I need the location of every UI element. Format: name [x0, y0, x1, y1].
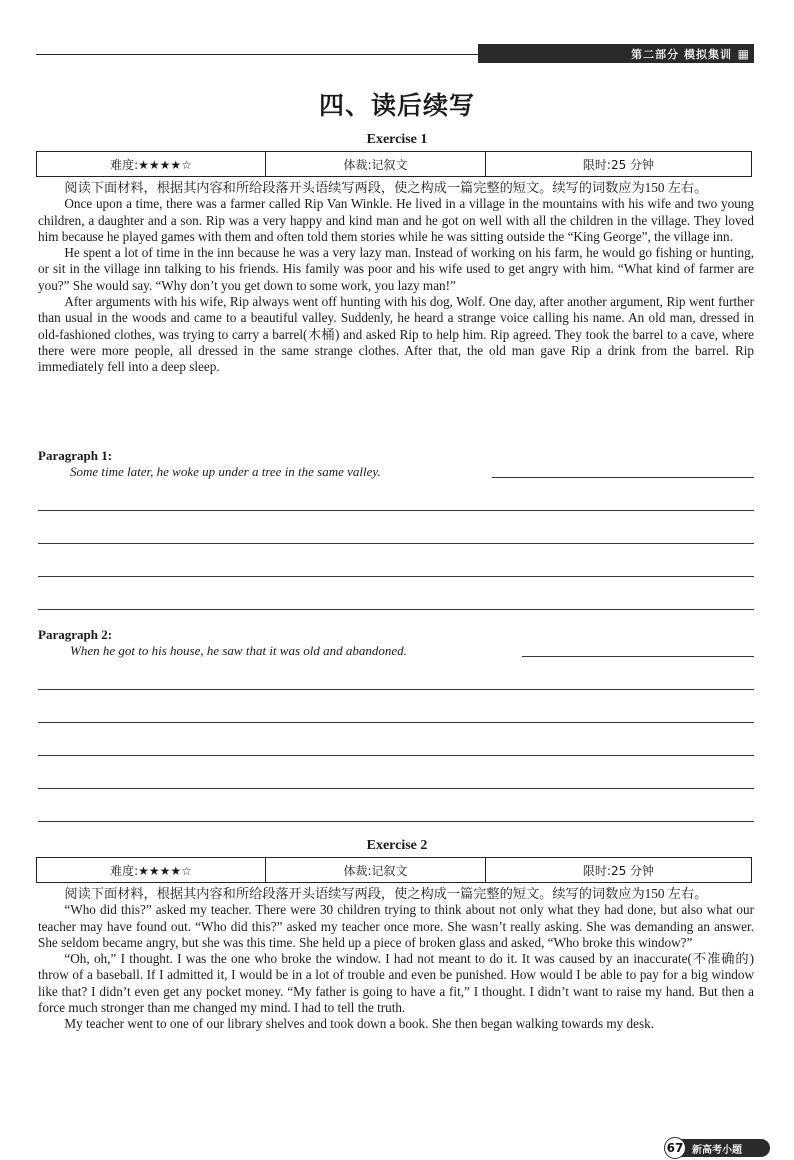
header-rule: [36, 54, 486, 55]
exercise-2-title: Exercise 2: [366, 838, 428, 853]
writing-line: [492, 477, 754, 478]
passage-paragraph: “Oh, oh,” I thought. I was the one who broke the window. I had not meant to do it. It was caused by an inaccurate(不准确的) throw of a baseball. If I admitted it, I would be in a lot of trouble and even be punished. How would I be able to pay for a big window like that? I didn’t even get any pocket money. “My father is going to have a fit,” I thought. I didn’t want to raise my hand. But then a force much stronger than me changed my mind. I had to tell the truth.: [38, 951, 754, 1016]
paragraph-2-opening: When he got to his house, he saw that it was old and abandoned.: [70, 643, 407, 658]
writing-line: [38, 821, 754, 822]
exercise-2-passage: [38, 886, 754, 1033]
writing-line: [38, 576, 754, 577]
passage-paragraph: My teacher went to one of our library shelves and took down a book. She then began walking towards my desk.: [64, 1016, 655, 1032]
exercise-2-info-table: [36, 857, 752, 883]
difficulty-cell: 难度:★★★★☆: [37, 152, 266, 176]
passage-paragraph: Once upon a time, there was a farmer called Rip Van Winkle. He lived in a village in the mountains with his wife and two young children, a daughter and a son. Rip was a very happy and kind man and he got on well with all the children in the village. They loved him because he played games with them and often told them stories while he was sitting outside the “King George”, the village inn.: [38, 196, 754, 244]
passage-paragraph: After arguments with his wife, Rip always went off hunting with his dog, Wolf. One day, after another argument, Rip went further than usual in the woods and came to a beautiful valley. Suddenly, he heard a strange voice calling his name. An old man, dressed in old-fashioned clothes, was trying to carry a barrel(木桶) and asked Rip to help him. Rip agreed. They took the barrel to a cave, where there were more people, all dressed in the same strange clothes. After that, the old man gave Rip a drink from the barrel. Rip immediately fell into a deep sleep.: [38, 294, 754, 375]
section-title: 四、读后续写: [318, 91, 475, 120]
passage-paragraph: He spent a lot of time in the inn because he was a very lazy man. Instead of working on his farm, he would go fishing or hunting, or sit in the village inn talking to his friends. His family was poor and his wife used to get angry with him. “What kind of farmer are you?” She would say. “Why don’t you get down to some work, you lazy man!”: [38, 245, 754, 293]
page-number: 67: [664, 1137, 686, 1159]
paragraph-1-label: Paragraph 1:: [38, 448, 113, 463]
header-part-tag: [478, 44, 754, 63]
time-limit-cell: 限时:25 分钟: [582, 863, 655, 878]
genre-cell: 体裁:记叙文: [266, 858, 486, 882]
grid-icon: ▦: [737, 47, 750, 61]
writing-line: [38, 543, 754, 544]
difficulty-cell: 难度:★★★★☆: [37, 858, 266, 882]
page-number-badge: [666, 1139, 770, 1157]
instruction-text: 阅读下面材料，根据其内容和所给段落开头语续写两段，使之构成一篇完整的短文。续写的词数应为150 左右。: [64, 886, 708, 901]
writing-line: [38, 788, 754, 789]
writing-line: [522, 656, 754, 657]
writing-line: [38, 609, 754, 610]
writing-line: [38, 510, 754, 511]
paragraph-1-opening: Some time later, he woke up under a tree in the same valley.: [70, 464, 381, 479]
exercise-1-info-table: [36, 151, 752, 177]
writing-line: [38, 722, 754, 723]
writing-line: [38, 755, 754, 756]
time-limit-cell: 限时:25 分钟: [582, 157, 655, 172]
instruction-text: 阅读下面材料，根据其内容和所给段落开头语续写两段，使之构成一篇完整的短文。续写的词数应为150 左右。: [64, 180, 708, 195]
exercise-1-title: Exercise 1: [366, 132, 428, 147]
exercise-1-passage: [38, 180, 754, 376]
paragraph-2-label: Paragraph 2:: [38, 627, 113, 642]
book-series-label: 新高考小题: [692, 1144, 742, 1156]
writing-line: [38, 689, 754, 690]
passage-paragraph: “Who did this?” asked my teacher. There were 30 children trying to think about not only what they had done, but also what our teacher may have found out. “Who did this?” asked my teacher once more. She wasn’t really asking. She was demanding an answer. She seldom became angry, but she was this time. She held up a piece of broken glass and asked, “Who broke this window?”: [38, 902, 754, 950]
header-part-label: 第二部分 模拟集训: [631, 47, 732, 61]
genre-cell: 体裁:记叙文: [266, 152, 486, 176]
